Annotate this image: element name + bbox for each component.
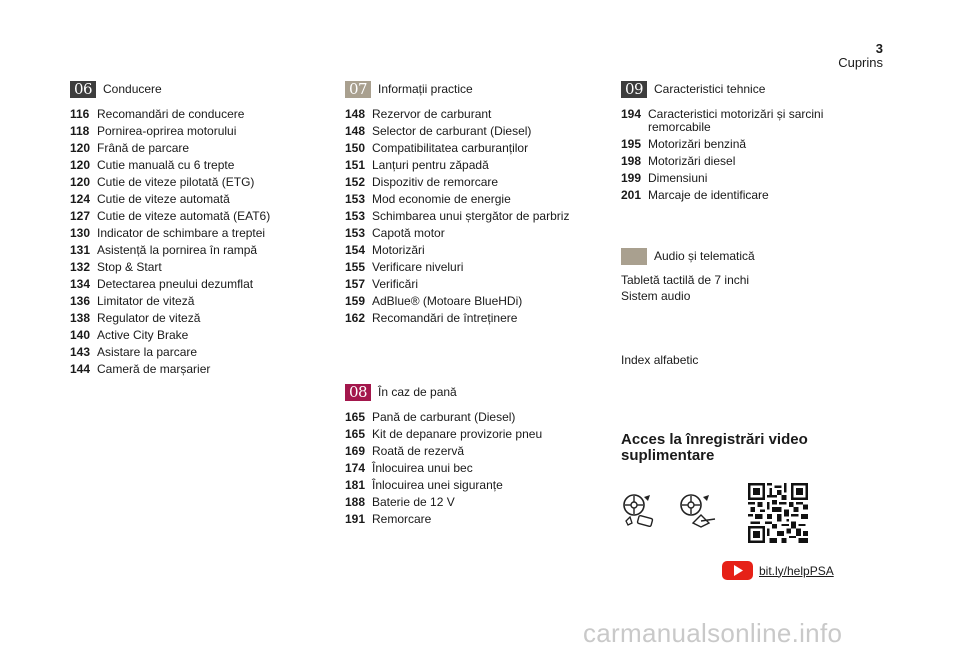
section-07-title: Informații practice bbox=[378, 82, 473, 96]
toc-text: Schimbarea unui ștergător de parbriz bbox=[372, 209, 570, 223]
toc-text: Motorizări benzină bbox=[648, 137, 747, 151]
toc-text: Verificare niveluri bbox=[372, 260, 464, 274]
toc-entry[interactable] bbox=[621, 138, 861, 151]
toc-page: 181 bbox=[345, 478, 366, 492]
toc-entry[interactable] bbox=[345, 261, 600, 274]
section-08-list bbox=[345, 411, 600, 526]
toc-page: 155 bbox=[345, 260, 366, 274]
toc-text: Rezervor de carburant bbox=[372, 107, 492, 121]
section-06-list bbox=[70, 108, 320, 376]
toc-page: 195 bbox=[621, 137, 642, 151]
toc-page: 144 bbox=[70, 362, 91, 376]
toc-text: Înlocuirea unui bec bbox=[372, 461, 473, 475]
toc-text: Limitator de viteză bbox=[97, 294, 195, 308]
toc-page: 118 bbox=[70, 124, 90, 138]
toc-page: 165 bbox=[345, 427, 366, 441]
section-08-header bbox=[345, 383, 600, 401]
toc-entry[interactable] bbox=[70, 244, 320, 257]
toc-entry[interactable] bbox=[345, 295, 600, 308]
toc-page: 116 bbox=[70, 107, 90, 121]
toc-text: Recomandări de întreținere bbox=[372, 311, 518, 325]
toc-page: 132 bbox=[70, 260, 91, 274]
toc-page: 165 bbox=[345, 410, 366, 424]
toc-text: Selector de carburant (Diesel) bbox=[372, 124, 532, 138]
toc-text: Detectarea pneului dezumflat bbox=[97, 277, 254, 291]
toc-text: Stop & Start bbox=[97, 260, 162, 274]
toc-text: Recomandări de conducere bbox=[97, 107, 245, 121]
toc-entry[interactable] bbox=[621, 108, 861, 134]
toc-text: Lanțuri pentru zăpadă bbox=[372, 158, 489, 172]
toc-entry[interactable] bbox=[345, 227, 600, 240]
toc-entry[interactable] bbox=[70, 176, 320, 189]
toc-text: Motorizări diesel bbox=[648, 154, 736, 168]
toc-text: Baterie de 12 V bbox=[372, 495, 455, 509]
toc-page: 154 bbox=[345, 243, 366, 257]
wheel-wrench-icon bbox=[620, 493, 660, 534]
toc-entry[interactable] bbox=[70, 295, 320, 308]
toc-entry[interactable] bbox=[345, 244, 600, 257]
toc-entry[interactable] bbox=[345, 142, 600, 155]
toc-entry[interactable] bbox=[345, 513, 600, 526]
toc-page: 157 bbox=[345, 277, 366, 291]
toc-text: Kit de depanare provizorie pneu bbox=[372, 427, 543, 441]
toc-page: 153 bbox=[345, 192, 366, 206]
toc-text: AdBlue® (Motoare BlueHDi) bbox=[372, 294, 523, 308]
toc-text: Asistare la parcare bbox=[97, 345, 198, 359]
toc-page: 198 bbox=[621, 154, 642, 168]
toc-entry[interactable] bbox=[345, 445, 600, 458]
video-link-row bbox=[722, 561, 834, 580]
toc-entry[interactable] bbox=[70, 329, 320, 342]
toc-text: Cutie de viteze automată bbox=[97, 192, 230, 206]
toc-entry[interactable] bbox=[70, 193, 320, 206]
toc-page: 151 bbox=[345, 158, 366, 172]
toc-entry[interactable] bbox=[70, 159, 320, 172]
section-07-header bbox=[345, 80, 600, 98]
section-09 bbox=[621, 80, 861, 206]
toc-page: 143 bbox=[70, 345, 91, 359]
toc-page: 162 bbox=[345, 311, 366, 325]
toc-entry[interactable] bbox=[345, 496, 600, 509]
section-audio bbox=[621, 247, 861, 304]
toc-entry[interactable] bbox=[70, 108, 320, 121]
section-06-header bbox=[70, 80, 320, 98]
toc-entry[interactable] bbox=[70, 312, 320, 325]
toc-entry[interactable] bbox=[345, 428, 600, 441]
toc-entry[interactable] bbox=[345, 462, 600, 475]
toc-text: Active City Brake bbox=[97, 328, 189, 342]
toc-entry[interactable] bbox=[345, 108, 600, 121]
toc-text: Mod economie de energie bbox=[372, 192, 511, 206]
toc-text: Dispozitiv de remorcare bbox=[372, 175, 499, 189]
toc-page: 127 bbox=[70, 209, 91, 223]
toc-text: Roată de rezervă bbox=[372, 444, 465, 458]
section-09-header bbox=[621, 80, 861, 98]
toc-text: Capotă motor bbox=[372, 226, 445, 240]
page-label: Cuprins bbox=[838, 55, 883, 70]
section-audio-title: Audio și telematică bbox=[654, 249, 755, 263]
toc-entry[interactable] bbox=[70, 227, 320, 240]
page-number: 3 bbox=[875, 41, 883, 56]
help-video-link[interactable]: bit.ly/helpPSA bbox=[759, 563, 834, 578]
toc-page: 134 bbox=[70, 277, 91, 291]
section-audio-badge bbox=[621, 248, 647, 265]
toc-page: 188 bbox=[345, 495, 366, 509]
section-07-list bbox=[345, 108, 600, 325]
section-08-title: În caz de pană bbox=[378, 385, 457, 399]
section-audio-header bbox=[621, 247, 861, 265]
watermark: carmanualsonline.info bbox=[583, 618, 843, 648]
toc-page: 201 bbox=[621, 188, 642, 202]
toc-page: 148 bbox=[345, 124, 366, 138]
toc-text: Dimensiuni bbox=[648, 171, 708, 185]
section-audio-list bbox=[621, 272, 861, 304]
toc-page: 120 bbox=[70, 158, 91, 172]
toc-text: Pană de carburant (Diesel) bbox=[372, 410, 516, 424]
toc-page: 159 bbox=[345, 294, 366, 308]
toc-entry[interactable] bbox=[621, 155, 861, 168]
section-08-badge: 08 bbox=[345, 384, 371, 401]
section-07-badge: 07 bbox=[345, 81, 371, 98]
video-section-title: Acces la înregistrări video suplimentare bbox=[621, 431, 808, 464]
toc-text: Compatibilitatea carburanților bbox=[372, 141, 529, 155]
toc-entry[interactable] bbox=[70, 363, 320, 376]
section-06-title: Conducere bbox=[103, 82, 162, 96]
toc-entry[interactable] bbox=[621, 172, 861, 185]
toc-page: 153 bbox=[345, 226, 366, 240]
toc-text: Înlocuirea unei siguranțe bbox=[372, 478, 503, 492]
youtube-play-icon[interactable] bbox=[722, 561, 753, 580]
section-06 bbox=[70, 80, 320, 380]
toc-text: Asistență la pornirea în rampă bbox=[97, 243, 258, 257]
toc-entry[interactable] bbox=[345, 411, 600, 424]
section-09-title: Caracteristici tehnice bbox=[654, 82, 766, 96]
toc-page: 120 bbox=[70, 175, 91, 189]
toc-entry[interactable] bbox=[345, 312, 600, 325]
alphabetical-index-link[interactable]: Index alfabetic bbox=[621, 353, 699, 367]
toc-page: 140 bbox=[70, 328, 91, 342]
toc-text: Indicator de schimbare a treptei bbox=[97, 226, 266, 240]
toc-page: 152 bbox=[345, 175, 366, 189]
toc-entry[interactable] bbox=[345, 193, 600, 206]
toc-page: 124 bbox=[70, 192, 91, 206]
toc-page: 199 bbox=[621, 171, 642, 185]
toc-text: Remorcare bbox=[372, 512, 432, 526]
toc-page: 131 bbox=[70, 243, 91, 257]
toc-entry[interactable] bbox=[70, 346, 320, 359]
toc-page: 136 bbox=[70, 294, 91, 308]
toc-text: Motorizări bbox=[372, 243, 425, 257]
toc-text: Verificări bbox=[372, 277, 419, 291]
toc-entry[interactable] bbox=[345, 159, 600, 172]
toc-entry[interactable] bbox=[70, 142, 320, 155]
toc-entry[interactable] bbox=[70, 210, 320, 223]
toc-page: 138 bbox=[70, 311, 91, 325]
toc-page: 120 bbox=[70, 141, 91, 155]
toc-entry[interactable] bbox=[345, 210, 600, 223]
toc-page: 194 bbox=[621, 107, 642, 121]
toc-text: Caracteristici motorizări și sarcini remorcabile bbox=[648, 107, 824, 134]
toc-page: 169 bbox=[345, 444, 366, 458]
toc-entry[interactable] bbox=[621, 189, 861, 202]
toc-entry[interactable] bbox=[70, 125, 320, 138]
toc-page: 150 bbox=[345, 141, 366, 155]
toc-text: Marcaje de identificare bbox=[648, 188, 769, 202]
section-07 bbox=[345, 80, 600, 329]
toc-entry[interactable] bbox=[70, 261, 320, 274]
section-09-list bbox=[621, 108, 861, 202]
toc-text: Cameră de marșarier bbox=[97, 362, 211, 376]
toc-entry[interactable] bbox=[345, 479, 600, 492]
wheel-jack-icon bbox=[679, 493, 719, 534]
audio-line[interactable]: Tabletă tactilă de 7 inchi bbox=[621, 273, 750, 287]
toc-text: Cutie de viteze automată (EAT6) bbox=[97, 209, 271, 223]
toc-page: 148 bbox=[345, 107, 366, 121]
section-09-badge: 09 bbox=[621, 81, 647, 98]
toc-text: Cutie manuală cu 6 trepte bbox=[97, 158, 235, 172]
toc-entry[interactable] bbox=[345, 176, 600, 189]
toc-text: Pornirea-oprirea motorului bbox=[97, 124, 237, 138]
toc-text: Regulator de viteză bbox=[97, 311, 201, 325]
section-08 bbox=[345, 383, 600, 530]
toc-entry[interactable] bbox=[345, 125, 600, 138]
audio-line[interactable]: Sistem audio bbox=[621, 289, 691, 303]
toc-page: 153 bbox=[345, 209, 366, 223]
toc-page: 130 bbox=[70, 226, 91, 240]
page-number-block bbox=[838, 42, 883, 70]
toc-entry[interactable] bbox=[70, 278, 320, 291]
toc-text: Cutie de viteze pilotată (ETG) bbox=[97, 175, 255, 189]
toc-page: 174 bbox=[345, 461, 366, 475]
section-06-badge: 06 bbox=[70, 81, 96, 98]
toc-text: Frână de parcare bbox=[97, 141, 190, 155]
qr-code-icon[interactable] bbox=[748, 483, 808, 548]
toc-entry[interactable] bbox=[345, 278, 600, 291]
toc-page: 191 bbox=[345, 512, 366, 526]
